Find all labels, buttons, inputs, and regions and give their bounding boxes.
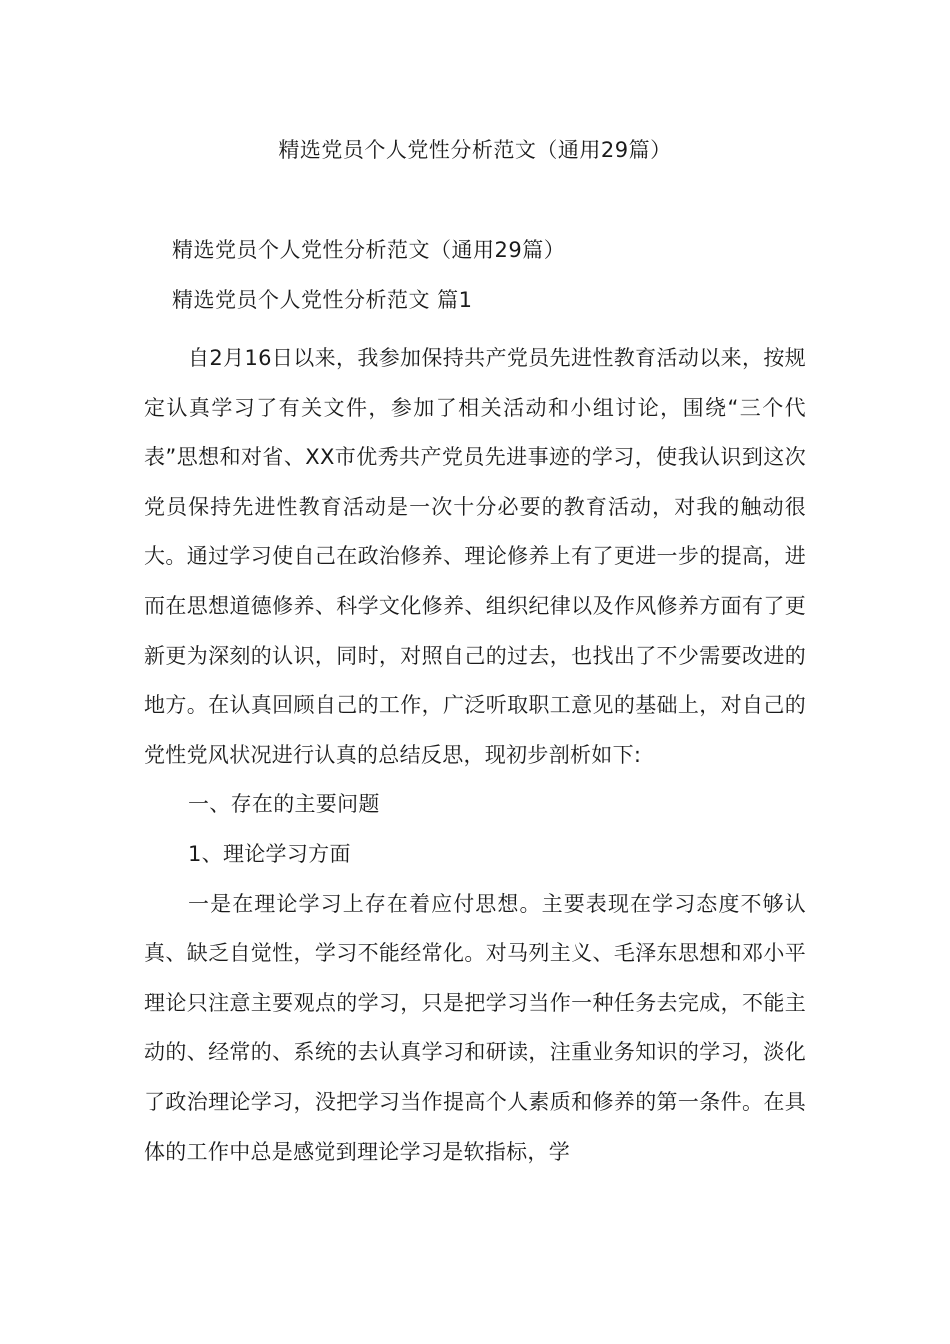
document-title: 精选党员个人党性分析范文（通用29篇） (278, 138, 672, 162)
theory-paragraph: 一是在理论学习上存在着应付思想。主要表现在学习态度不够认真、缺乏自觉性，学习不能经常化。对马列主义、毛泽东思想和邓小平理论只注意主要观点的学习，只是把学习当作一种任务去完成，不能主动的、经常的、系统的去认真学习和研读，注重业务知识的学习，淡化了政治理论学习，没把学习当作提高个人素质和修养的第一条件。在具体的工作中总是感觉到理论学习是软指标，学 (144, 891, 806, 1164)
document-subtitle: 精选党员个人党性分析范文（通用29篇） (172, 238, 566, 262)
subsection-one-heading: 1、理论学习方面 (188, 841, 351, 866)
intro-paragraph: 自2月16日以来，我参加保持共产党员先进性教育活动以来，按规定认真学习了有关文件，参加了相关活动和小组讨论，围绕“三个代表”思想和对省、XX市优秀共产党员先进事迹的学习，使我认识到这次党员保持先进性教育活动是一次十分必要的教育活动，对我的触动很大。通过学习使自己在政治修养、理论修养上有了更进一步的提高，进而在思想道德修养、科学文化修养、组织纪律以及作风修养方面有了更新更为深刻的认识，同时，对照自己的过去，也找出了不少需要改进的地方。在认真回顾自己的工作，广泛听取职工意见的基础上，对自己的党性党风状况进行认真的总结反思，现初步剖析如下: (144, 346, 806, 767)
document-body (144, 334, 806, 1177)
section-one-heading: 一、存在的主要问题 (188, 792, 380, 817)
section-heading: 精选党员个人党性分析范文 篇1 (172, 288, 473, 312)
